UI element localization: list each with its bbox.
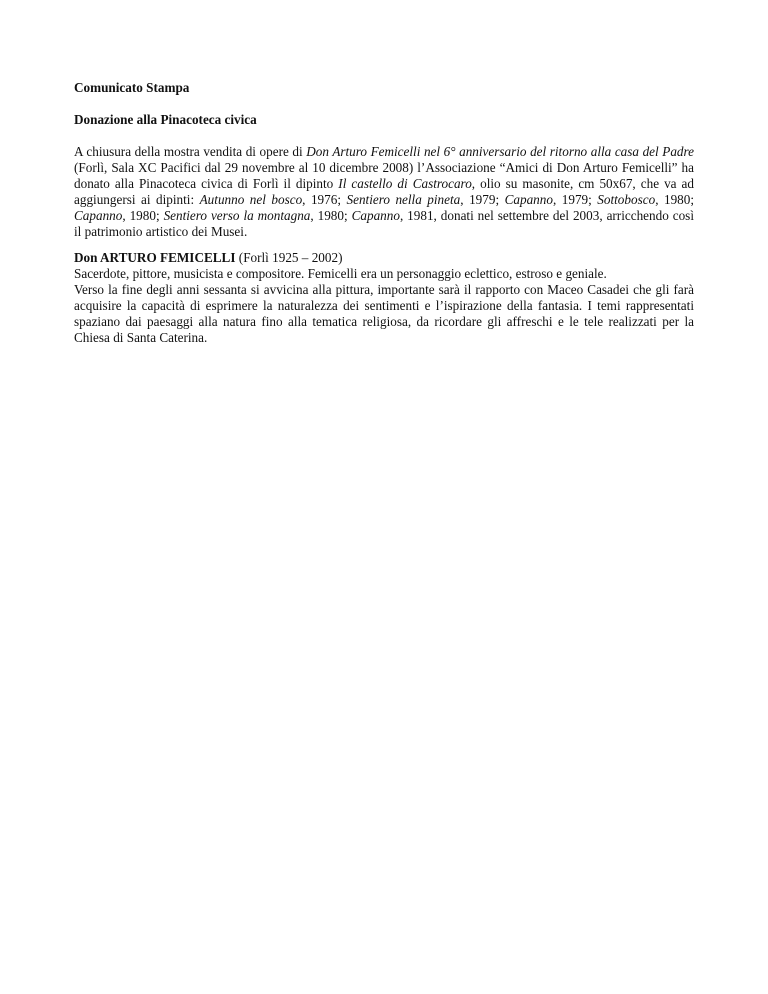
artwork-year: , 1979; xyxy=(552,192,598,207)
donation-paragraph xyxy=(74,144,694,240)
artwork-title: Sentiero verso la montagna xyxy=(163,208,311,223)
para-text: (Forlì, Sala XC Pacifici dal 29 novembre al 10 dicembre 2008) l’Associazione “Amici di Don Arturo Femicelli” ha donato alla Pinacoteca civica di Forlì il dipinto xyxy=(74,160,694,191)
biography-body: Verso la fine degli anni sessanta si avvicina alla pittura, importante sarà il rapporto con Maceo Casadei che gli farà acquisire la capacità di esprimere la naturalezza dei sentimenti e l’ispirazione della fantasia. I temi rappresentati spaziano dai paesaggi alla natura fino alla tematica religiosa, da ricordare gli affreschi e le tele realizzati per la Chiesa di Santa Caterina. xyxy=(74,282,694,345)
document-subtitle: Donazione alla Pinacoteca civica xyxy=(74,112,257,127)
painting-title: Il castello di Castrocaro xyxy=(338,176,472,191)
biography-name: ARTURO FEMICELLI xyxy=(100,250,236,265)
biography-name-prefix: Don xyxy=(74,250,101,265)
para-text: , olio su masonite, cm 50x67, che va ad aggiungersi ai dipinti: xyxy=(74,176,694,207)
artwork-title: Capanno xyxy=(504,192,553,207)
document-title: Comunicato Stampa xyxy=(74,80,190,95)
artwork-year: , 1979; xyxy=(460,192,505,207)
artwork-year: , 1980; xyxy=(310,208,352,223)
artwork-title: Autunno nel bosco xyxy=(199,192,303,207)
exhibition-title: Don Arturo Femicelli nel 6° anniversario del ritorno alla casa del Padre xyxy=(306,144,694,159)
artwork-title: Capanno xyxy=(74,208,123,223)
artwork-title: Sentiero nella pineta xyxy=(346,192,461,207)
artwork-year: , 1981, donati nel settembre del 2003, arricchendo così il patrimonio artistico dei Musei. xyxy=(74,208,694,239)
artwork-title: Capanno xyxy=(351,208,400,223)
artwork-title: Sottobosco xyxy=(597,192,656,207)
biography-paragraph xyxy=(74,250,694,346)
biography-heading xyxy=(74,250,694,266)
document-page xyxy=(74,80,694,346)
biography-dates: (Forlì 1925 – 2002) xyxy=(235,250,343,265)
para-text: A chiusura della mostra vendita di opere di xyxy=(74,144,307,159)
artwork-year: , 1980; xyxy=(655,192,695,207)
artwork-year: , 1976; xyxy=(302,192,347,207)
artwork-year: , 1980; xyxy=(122,208,164,223)
biography-intro: Sacerdote, pittore, musicista e compositore. Femicelli era un personaggio eclettico, estroso e geniale. xyxy=(74,266,607,281)
